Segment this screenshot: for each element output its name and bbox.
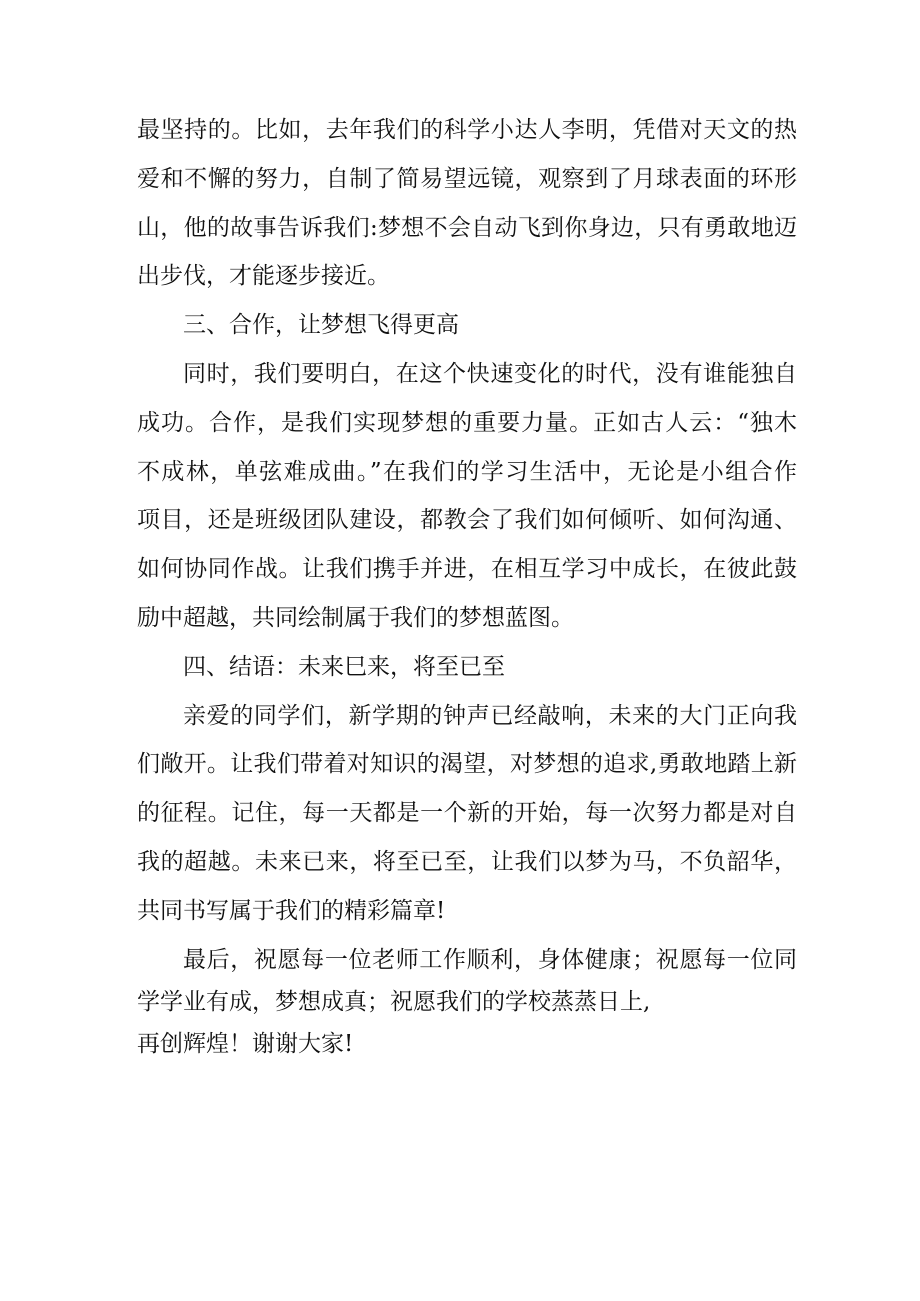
paragraph-line: 山，他的故事告诉我们:梦想不会自动飞到你身边，只有勇敢地迈 — [137, 214, 797, 241]
section-heading-3: 三、合作，让梦想飞得更高 — [183, 312, 459, 339]
paragraph-line: 共同书写属于我们的精彩篇章! — [137, 897, 446, 924]
document-body — [137, 106, 797, 1069]
paragraph-line: 亲爱的同学们，新学期的钟声已经敲响，未来的大门正向我 — [183, 702, 797, 729]
paragraph-line: 如何协同作战。让我们携手并进，在相互学习中成长，在彼此鼓 — [137, 556, 797, 583]
paragraph-line: 最坚持的。比如，去年我们的科学小达人李明，凭借对天文的热 — [137, 117, 797, 143]
paragraph-line: 成功。合作，是我们实现梦想的重要力量。正如古人云：“独木 — [137, 409, 797, 436]
paragraph-line: 同时，我们要明白，在这个快速变化的时代，没有谁能独自 — [183, 360, 797, 387]
paragraph-line: 出步伐，才能逐步接近。 — [137, 263, 390, 290]
paragraph-line: 再创辉煌！谢谢大家! — [137, 1031, 354, 1058]
paragraph-line: 的征程。记住，每一天都是一个新的开始，每一次努力都是对自 — [137, 800, 797, 827]
paragraph-line: 学学业有成，梦想成真；祝愿我们的学校蒸蒸日上, — [137, 989, 651, 1016]
paragraph-line: 爱和不懈的努力，自制了简易望远镜，观察到了月球表面的环形 — [137, 165, 797, 192]
section-heading-4: 四、结语：未来巳来，将至已至 — [183, 653, 505, 680]
paragraph-line: 励中超越，共同绘制属于我们的梦想蓝图。 — [137, 604, 574, 631]
paragraph-line: 不成林，单弦难成曲。”在我们的学习生活中，无论是小组合作 — [137, 458, 797, 485]
paragraph-line: 们敞开。让我们带着对知识的渴望，对梦想的追求,勇敢地踏上新 — [137, 751, 797, 778]
paragraph-line: 最后，祝愿每一位老师工作顺利，身体健康；祝愿每一位同 — [183, 946, 797, 973]
paragraph-line: 我的超越。未来已来，将至已至，让我们以梦为马，不负韶华， — [137, 848, 797, 875]
paragraph-line: 项目，还是班级团队建设，都教会了我们如何倾听、如何沟通、 — [137, 507, 797, 534]
